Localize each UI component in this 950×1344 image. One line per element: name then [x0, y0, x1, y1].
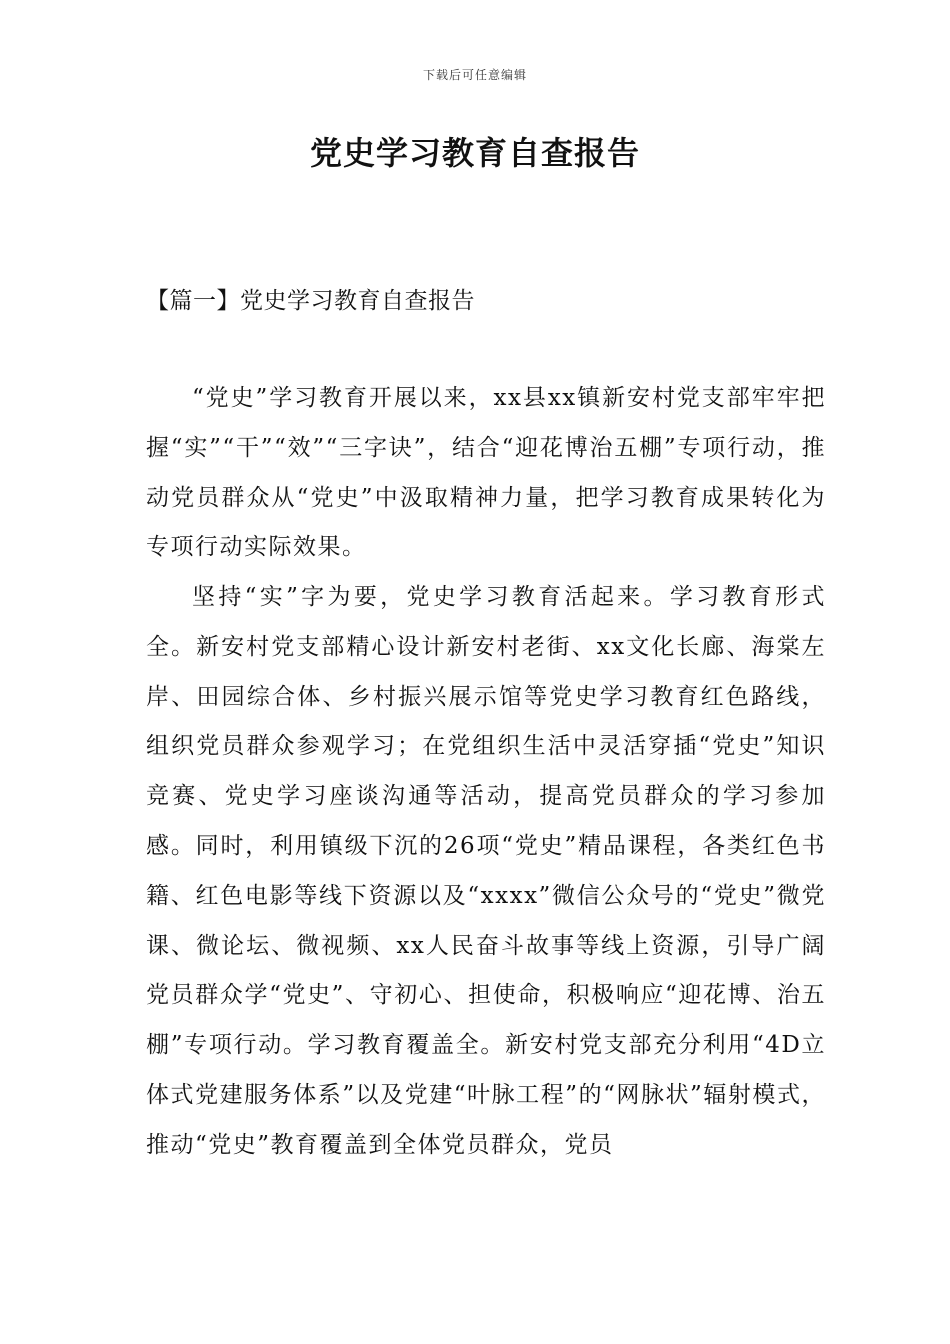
header-note: 下载后可任意编辑	[422, 68, 527, 82]
section-heading: 【篇一】党史学习教育自查报告	[146, 288, 475, 314]
body-paragraph-1: “党史”学习教育开展以来，xx县xx镇新安村党支部牢牢把握“实”“干”“效”“三字诀”，结合“迎花博治五棚”专项行动，推动党员群众从“党史”中汲取精神力量，把学习教育成果转化为专项行动实际效果。	[146, 385, 826, 561]
body-paragraph-2: 坚持“实”字为要，党史学习教育活起来。学习教育形式全。新安村党支部精心设计新安村老街、xx文化长廊、海棠左岸、田园综合体、乡村振兴展示馆等党史学习教育红色路线，组织党员群众参观学习；在党组织生活中灵活穿插“党史”知识竞赛、党史学习座谈沟通等活动，提高党员群众的学习参加感。同时，利用镇级下沉的26项“党史”精品课程，各类红色书籍、红色电影等线下资源以及“xxxx”微信公众号的“党史”微党课、微论坛、微视频、xx人民奋斗故事等线上资源，引导广阔党员群众学“党史”、守初心、担使命，积极响应“迎花博、治五棚”专项行动。学习教育覆盖全。新安村党支部充分利用“4D立体式党建服务体系”以及党建“叶脉工程”的“网脉状”辐射模式，推动“党史”教育覆盖到全体党员群众，党员	[146, 584, 826, 1158]
document-title: 党史学习教育自查报告	[309, 134, 640, 172]
